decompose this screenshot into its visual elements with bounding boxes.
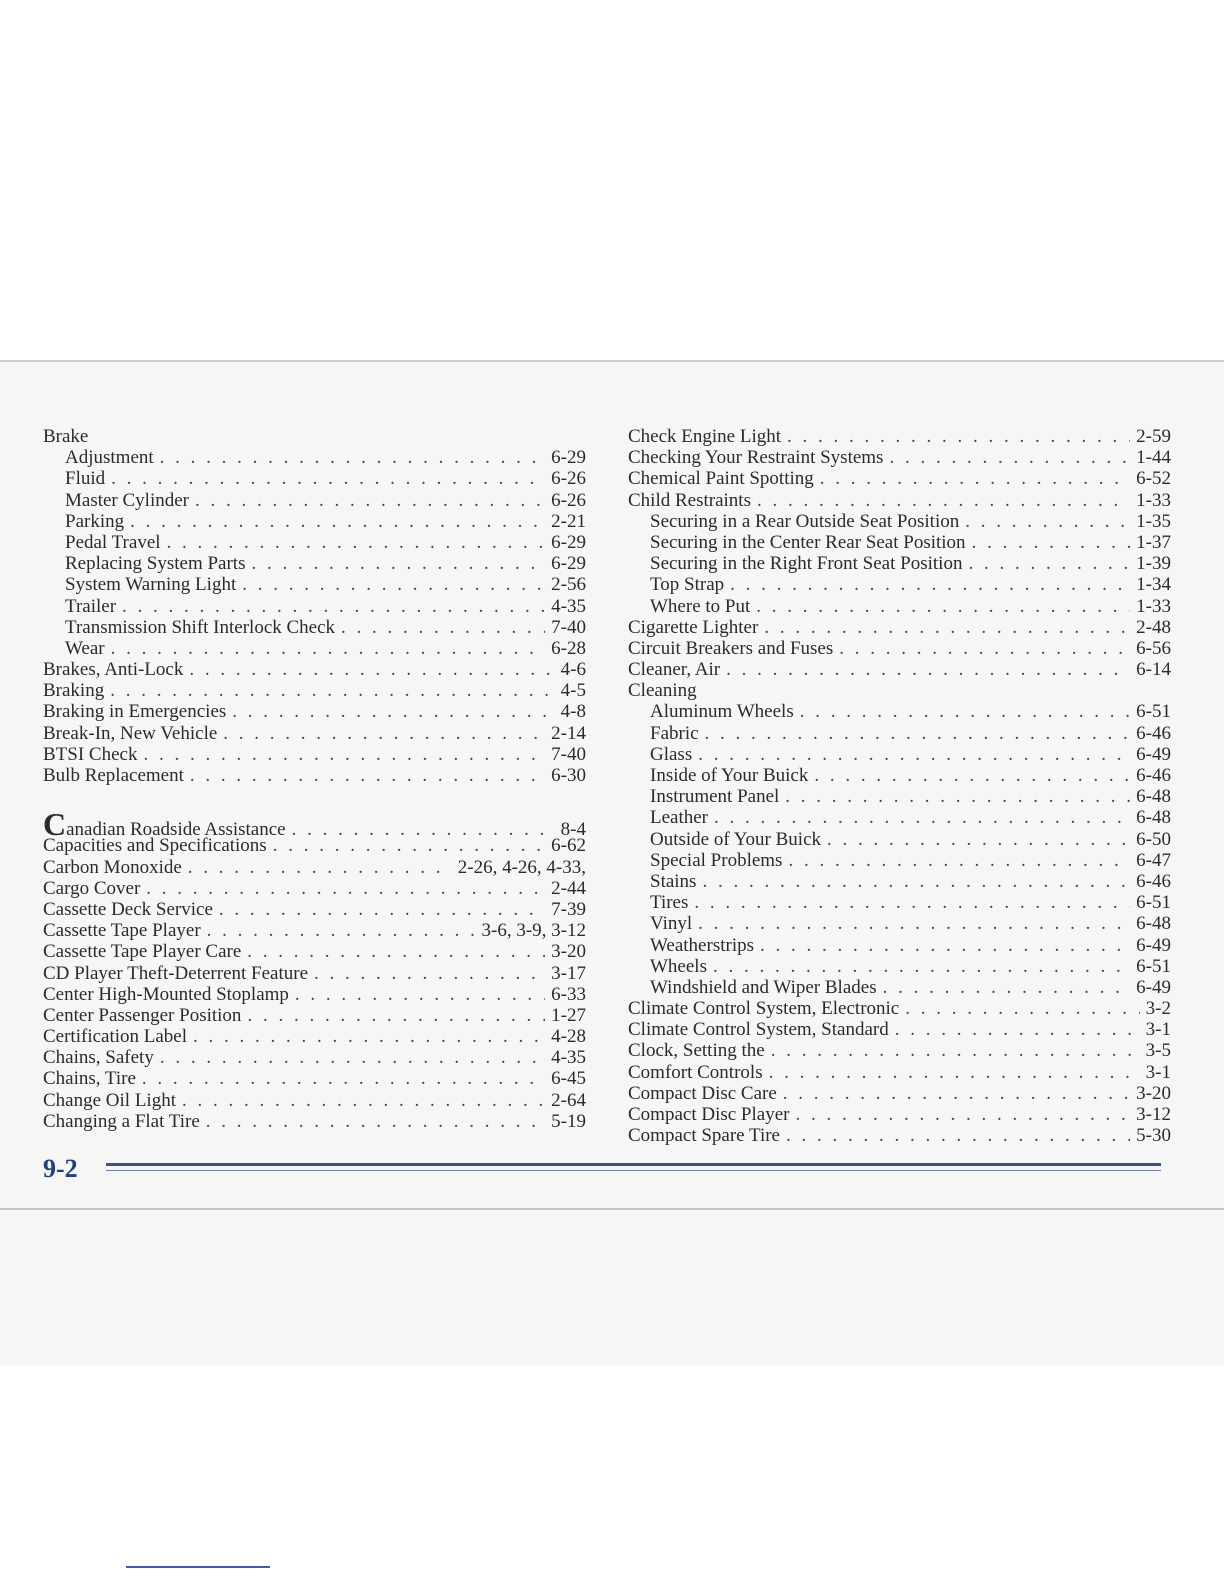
dot-leader [968,553,1130,574]
index-entry [43,701,586,722]
index-subentry [628,765,1171,786]
index-term: Braking [43,680,105,702]
index-term: Changing a Flat Tire [43,1110,200,1132]
index-subentry [43,617,586,638]
page-reference: 6-51 [1136,892,1171,914]
page-reference: 3-20 [1136,1082,1171,1104]
page-reference: 6-28 [551,637,586,659]
dot-leader [771,1040,1140,1061]
dot-leader [111,638,546,659]
page-reference: 6-46 [1136,722,1171,744]
dot-leader [160,447,546,468]
index-term: Top Strap [650,574,725,596]
index-entry [43,1111,586,1132]
page-reference: 1-39 [1136,553,1171,575]
index-entry [43,765,586,786]
index-term: Cassette Tape Player [43,920,201,942]
index-term: Securing in the Center Rear Seat Position [650,531,966,553]
index-subentry [628,935,1171,956]
page-reference: 7-40 [551,743,586,765]
index-term: Compact Spare Tire [628,1125,780,1147]
index-entry [43,723,586,744]
dot-leader [786,1125,1130,1146]
index-term: Fabric [650,722,699,744]
index-term: Instrument Panel [650,786,780,808]
index-term: Windshield and Wiper Blades [650,976,877,998]
dot-leader [273,835,545,856]
page-reference: 3-20 [551,941,586,963]
index-subentry [43,553,586,574]
index-term: Comfort Controls [628,1061,763,1083]
index-entry [43,744,586,765]
page-reference: 4-28 [551,1026,586,1048]
page-reference: 6-33 [551,983,586,1005]
dot-leader [295,984,545,1005]
index-term: Securing in the Right Front Seat Position [650,553,963,575]
dot-leader [713,956,1130,977]
dot-leader [189,659,554,680]
dot-leader [785,786,1130,807]
index-subentry [628,596,1171,617]
index-entry [43,806,586,843]
index-term: Leather [650,807,709,829]
index-subentry [628,511,1171,532]
dot-leader [341,617,545,638]
page-reference: 6-14 [1136,659,1171,681]
index-term: Compact Disc Player [628,1104,790,1125]
index-subentry [628,701,1171,722]
dot-leader [800,701,1130,722]
index-term: Compact Disc Care [628,1082,777,1104]
index-entry [43,920,586,941]
index-subentry [43,468,586,489]
page-reference: 6-49 [1136,934,1171,956]
page-reference: 3-12 [1136,1104,1171,1125]
index-subentry [43,447,586,468]
index-term: Glass [650,743,693,765]
index-entry [43,835,586,856]
index-term: Chains, Tire [43,1068,136,1090]
page-reference: 6-51 [1136,701,1171,723]
page-reference: 1-37 [1136,531,1171,553]
dot-leader [889,447,1130,468]
index-term: Circuit Breakers and Fuses [628,637,834,659]
bottom-link-underline [126,1566,270,1568]
index-term: Bulb Replacement [43,765,184,786]
footer-rule [106,1163,1161,1166]
page-reference: 6-51 [1136,955,1171,977]
page-reference: 6-46 [1136,765,1171,786]
index-term: Trailer [65,595,117,617]
index-term: CD Player Theft-Deterrent Feature [43,962,309,984]
dot-leader [111,468,545,489]
index-subentry [628,913,1171,934]
page-reference: 4-35 [551,1047,586,1069]
page-reference: 6-26 [551,468,586,490]
dot-leader [188,857,452,878]
index-term: Brakes, Anti-Lock [43,659,184,681]
index-term: Cassette Deck Service [43,898,213,920]
index-term: Certification Label [43,1026,188,1048]
index-term: Replacing System Parts [65,553,246,575]
dot-leader [764,617,1130,638]
dot-leader [167,532,546,553]
page-reference: 1-34 [1136,574,1171,596]
page-reference: 3-5 [1145,1040,1171,1062]
page-reference: 6-29 [551,447,586,469]
index-subentry [628,723,1171,744]
index-term: Special Problems [650,849,783,871]
page-reference: 3-1 [1145,1061,1171,1083]
index-entry [628,426,1171,447]
index-subentry [628,829,1171,850]
index-entry [628,1083,1171,1104]
dot-leader [694,892,1130,913]
page-reference: 5-19 [551,1110,586,1132]
dot-leader [788,850,1130,871]
index-term: Check Engine Light [628,426,782,447]
page-reference: 6-29 [551,531,586,553]
dot-leader [760,935,1130,956]
index-term: Checking Your Restraint Systems [628,447,884,469]
index-term: Child Restraints [628,489,751,511]
dot-leader [965,511,1130,532]
index-entry [628,447,1171,468]
index-entry [43,1047,586,1068]
index-term: Vinyl [650,913,693,935]
page-reference: 6-29 [551,553,586,575]
index-term: Center High-Mounted Stoplamp [43,983,289,1005]
index-subentry [43,490,586,511]
dot-leader [972,532,1131,553]
index-subentry [628,574,1171,595]
dot-leader [160,1047,545,1068]
page-reference: 4-35 [551,595,586,617]
index-subentry [628,807,1171,828]
page-reference: 7-39 [551,898,586,920]
page-reference: 6-46 [1136,870,1171,892]
page-reference: 6-49 [1136,743,1171,765]
page-reference: 2-64 [551,1089,586,1111]
index-subentry [43,532,586,553]
index-entry [628,1062,1171,1083]
index-entry [43,857,586,878]
index-entry [628,680,1171,701]
dot-leader [814,765,1130,786]
index-term: Center Passenger Position [43,1004,242,1026]
page-reference: 8-4 [560,819,586,841]
index-entry [43,1026,586,1047]
dot-leader [787,426,1130,447]
index-term: Outside of Your Buick [650,828,822,850]
dot-leader [714,807,1130,828]
dot-leader [130,511,545,532]
index-term: Change Oil Light [43,1089,176,1111]
index-term: Cargo Cover [43,877,141,899]
index-term: Fluid [65,468,106,490]
page-reference: 6-45 [551,1068,586,1090]
dot-leader [193,1026,545,1047]
page-reference: 2-14 [551,722,586,744]
index-entry [628,998,1171,1019]
dot-leader [795,1104,1130,1125]
dot-leader [219,899,545,920]
index-term: Cleaner, Air [628,659,721,681]
index-entry [628,1125,1171,1146]
dot-leader [182,1090,545,1111]
index-term: Climate Control System, Electronic [628,998,900,1020]
dot-leader [207,920,476,941]
dot-leader [223,723,545,744]
dot-leader [827,829,1130,850]
index-subentry [628,553,1171,574]
dot-leader [820,468,1130,489]
index-column-left [43,426,586,1132]
page-reference: 4-5 [560,680,586,702]
index-entry [628,617,1171,638]
index-term-text: anadian Roadside Assistance [66,819,286,841]
page-reference: 4-6 [560,659,586,681]
scan-bottom-edge [0,1208,1224,1210]
index-entry [43,426,586,447]
index-term: Braking in Emergencies [43,701,227,723]
index-column-right [628,426,1171,1146]
dot-leader [698,744,1130,765]
page-reference: 2-48 [1136,616,1171,638]
page-reference: 6-50 [1136,828,1171,850]
index-entry [628,638,1171,659]
index-entry [628,468,1171,489]
dot-leader [251,553,545,574]
page-reference: 2-26, 4-26, 4-33, [457,856,586,878]
index-term: Inside of Your Buick [650,765,809,786]
dot-leader [247,941,545,962]
index-subentry [43,574,586,595]
page-reference: 2-44 [551,877,586,899]
page-reference: 6-48 [1136,807,1171,829]
dot-leader [242,574,545,595]
index-entry [43,878,586,899]
page-reference: 7-40 [551,616,586,638]
index-entry [628,1019,1171,1040]
page-reference: 6-48 [1136,913,1171,935]
index-subentry [628,977,1171,998]
index-term: Transmission Shift Interlock Check [65,616,336,638]
dot-leader [905,998,1139,1019]
dot-leader [756,596,1130,617]
page-reference: 1-33 [1136,489,1171,511]
page-reference: 1-33 [1136,595,1171,617]
index-term: Aluminum Wheels [650,701,794,723]
dot-leader [122,596,545,617]
index-entry [628,1040,1171,1061]
index-term: Cleaning [628,680,697,702]
page-reference: 2-21 [551,510,586,532]
dot-leader [698,913,1130,934]
index-term: Capacities and Specifications [43,835,267,857]
index-term: Where to Put [650,595,751,617]
page-reference: 5-30 [1136,1125,1171,1147]
dot-leader [314,963,545,984]
index-subentry [628,532,1171,553]
index-subentry [43,511,586,532]
page-reference: 6-30 [551,765,586,786]
index-term: System Warning Light [65,574,237,596]
page-reference: 3-2 [1145,998,1171,1020]
index-subentry [628,850,1171,871]
index-term: Pedal Travel [65,531,161,553]
dot-leader [783,1083,1130,1104]
dot-leader [757,490,1130,511]
index-term: Tires [650,892,689,914]
index-term: BTSI Check [43,743,138,765]
dot-leader [883,977,1131,998]
dot-leader [895,1019,1140,1040]
index-entry [43,963,586,984]
index-term: Chains, Safety [43,1047,154,1069]
dot-leader [190,765,545,786]
dot-leader [232,701,554,722]
index-term: Parking [65,510,125,532]
index-term: Master Cylinder [65,489,190,511]
page-reference: 3-17 [551,962,586,984]
page-reference: 6-48 [1136,786,1171,808]
dot-leader [769,1062,1140,1083]
index-subentry [628,871,1171,892]
index-term: Cigarette Lighter [628,616,759,638]
index-subentry [628,892,1171,913]
page-reference: 6-49 [1136,976,1171,998]
index-group-c [43,806,586,1132]
page-reference: 4-8 [560,701,586,723]
dot-leader [702,871,1130,892]
dot-leader [142,1068,545,1089]
dot-leader [730,574,1130,595]
page-reference: 6-47 [1136,849,1171,871]
page-reference: 3-6, 3-9, 3-12 [481,920,586,942]
index-term: Break-In, New Vehicle [43,722,218,744]
dot-leader [110,680,554,701]
index-entry [43,941,586,962]
dot-leader [143,744,545,765]
index-term: Brake [43,426,89,447]
index-entry [628,659,1171,680]
index-term: Wheels [650,955,707,977]
drop-cap-letter: C [43,806,67,843]
dot-leader [146,878,545,899]
index-entry [43,1068,586,1089]
footer-rule-thin [106,1170,1161,1171]
dot-leader [726,659,1130,680]
dot-leader [705,723,1131,744]
page-reference: 2-59 [1136,426,1171,447]
scan-top-edge [0,360,1224,362]
index-entry [43,1090,586,1111]
dot-leader [195,490,545,511]
page-reference: 6-62 [551,835,586,857]
index-entry [43,680,586,701]
page-reference: 2-56 [551,574,586,596]
index-subentry [628,744,1171,765]
index-subentry [628,956,1171,977]
index-entry [628,490,1171,511]
dot-leader [839,638,1130,659]
index-subentry [628,786,1171,807]
index-entry [43,659,586,680]
index-term: Climate Control System, Standard [628,1019,889,1041]
index-subentry [43,596,586,617]
page-reference: 3-1 [1145,1019,1171,1041]
index-subentry [43,638,586,659]
dot-leader [247,1005,545,1026]
index-entry [43,1005,586,1026]
index-term: Stains [650,870,697,892]
index-term: Cassette Tape Player Care [43,941,242,963]
dot-leader [206,1111,545,1132]
page-reference: 6-56 [1136,637,1171,659]
page-reference: 1-35 [1136,510,1171,532]
index-term: Securing in a Rear Outside Seat Position [650,510,960,532]
index-entry [628,1104,1171,1125]
index-term: Wear [65,637,105,659]
index-entry [43,899,586,920]
page-reference: 6-52 [1136,468,1171,490]
page-reference: 6-26 [551,489,586,511]
index-term: Chemical Paint Spotting [628,468,814,490]
index-group-brake [43,426,586,786]
index-entry [43,984,586,1005]
page-reference: 1-27 [551,1004,586,1026]
section-gap [43,786,586,814]
index-term: Carbon Monoxide [43,856,182,878]
index-term: Clock, Setting the [628,1040,765,1062]
page-reference: 1-44 [1136,447,1171,469]
index-term: Weatherstrips [650,934,754,956]
page-number: 9-2 [43,1154,78,1183]
index-term: Adjustment [65,447,154,469]
